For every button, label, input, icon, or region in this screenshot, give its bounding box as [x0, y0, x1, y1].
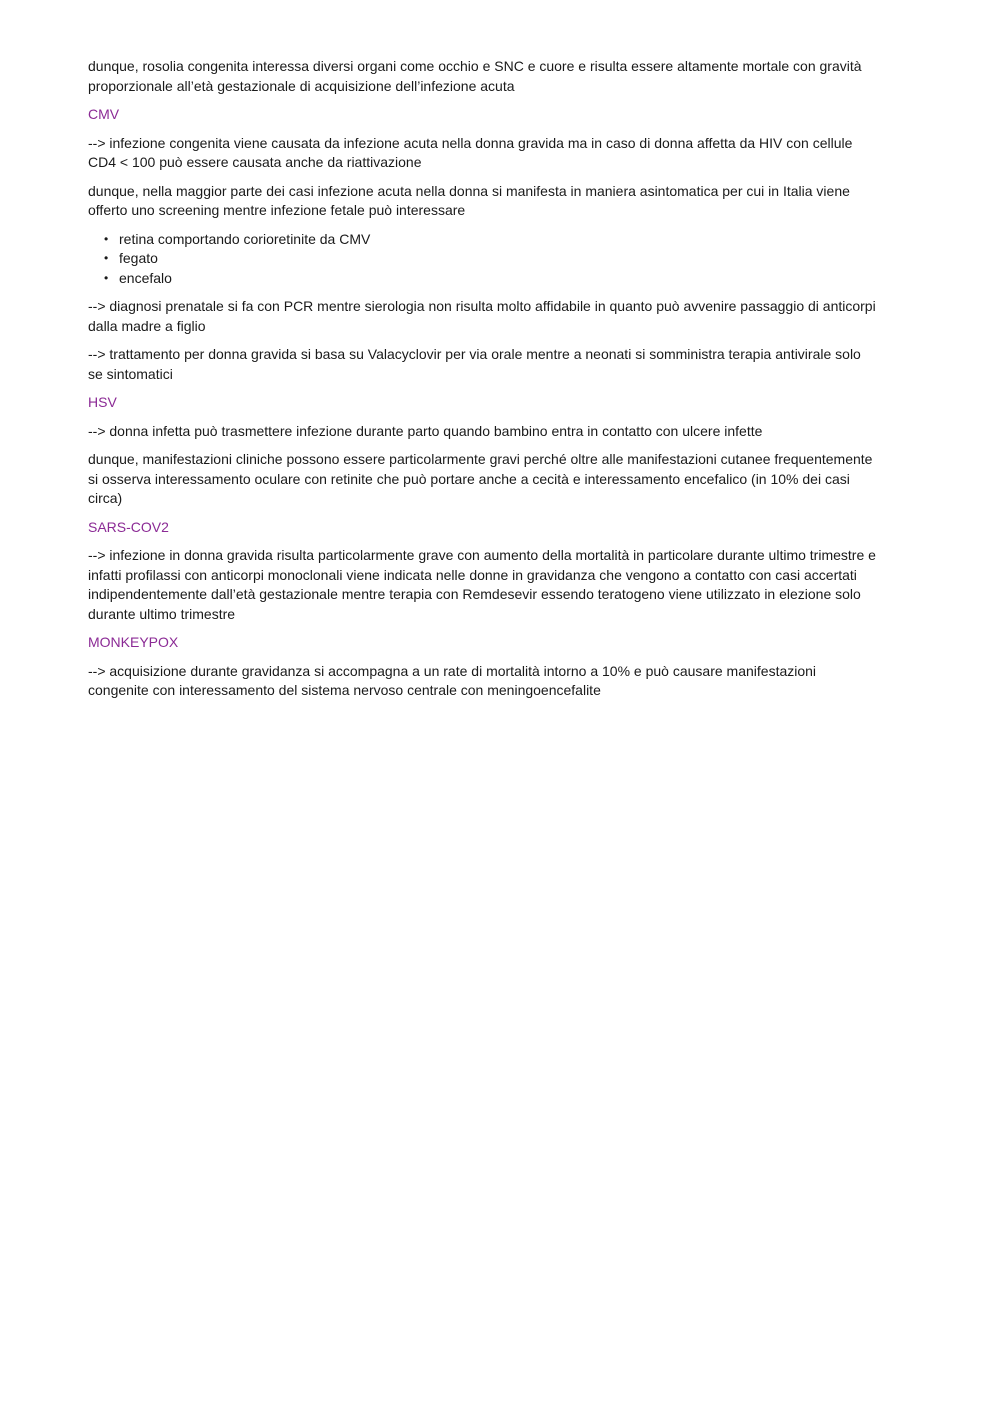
list-item	[104, 269, 878, 289]
bullet-list-cmv-organs	[88, 230, 878, 289]
document-page	[88, 57, 878, 710]
paragraph-cmv-diagnosis: --> diagnosi prenatale si fa con PCR mentre sierologia non risulta molto affidabile in quanto può avvenire passaggio di anticorpi dalla madre a figlio	[88, 298, 876, 334]
list-item	[104, 230, 878, 250]
section-heading-sars-cov2: SARS-COV2	[88, 518, 169, 535]
list-item-text: encefalo	[119, 269, 172, 286]
section-heading-cmv: CMV	[88, 106, 120, 122]
paragraph-hsv-transmission: --> donna infetta può trasmettere infezione durante parto quando bambino entra in contatto con ulcere infette	[88, 422, 763, 439]
paragraph-cmv-screening: dunque, nella maggior parte dei casi infezione acuta nella donna si manifesta in maniera asintomatica per cui in Italia viene offerto uno screening mentre infezione fetale può interessare	[88, 182, 850, 218]
list-item-text: fegato	[119, 250, 158, 266]
paragraph-cmv-infection: --> infezione congenita viene causata da infezione acuta nella donna gravida ma in caso di donna affetta da HIV con cellule CD4 < 100 può essere causata anche da riattivazione	[88, 134, 853, 170]
bullet-icon: •	[104, 231, 109, 246]
list-item-text: retina comportando corioretinite da CMV	[119, 230, 371, 247]
paragraph-cmv-treatment: --> trattamento per donna gravida si basa su Valacyclovir per via orale mentre a neonati si somministra terapia antivirale solo se sintomatici	[88, 346, 861, 382]
bullet-icon: •	[104, 270, 109, 285]
paragraph-rosolia: dunque, rosolia congenita interessa diversi organi come occhio e SNC e cuore e risulta essere altamente mortale con gravità proporzionale all’età gestazionale di acquisizione dell’infezione acuta	[88, 58, 862, 94]
section-heading-hsv: HSV	[88, 394, 117, 410]
section-heading-monkeypox: MONKEYPOX	[88, 634, 179, 650]
paragraph-monkeypox: --> acquisizione durante gravidanza si accompagna a un rate di mortalità intorno a 10% e può causare manifestazioni congenite con interessamento del sistema nervoso centrale con meningoencefalite	[88, 662, 817, 698]
bullet-icon: •	[104, 251, 109, 265]
paragraph-hsv-manifestations: dunque, manifestazioni cliniche possono essere particolarmente gravi perché oltre alle manifestazioni cutanee frequentemente si osserva interessamento oculare con retinite che può portare anche a cecità e interessamento encefalico (in 10% dei casi circa)	[88, 451, 873, 506]
list-item	[104, 249, 878, 269]
paragraph-sars-cov2: --> infezione in donna gravida risulta particolarmente grave con aumento della mortalità in particolare durante ultimo trimestre e infatti profilassi con anticorpi monoclonali viene indicata nelle donne in gravidanza che vengono a contatto con casi accertati indipendentemente dall’età gestazionale mentre terapia con Remdesevir essendo teratogeno viene utilizzato in elezione solo durante ultimo trimestre	[88, 547, 876, 622]
